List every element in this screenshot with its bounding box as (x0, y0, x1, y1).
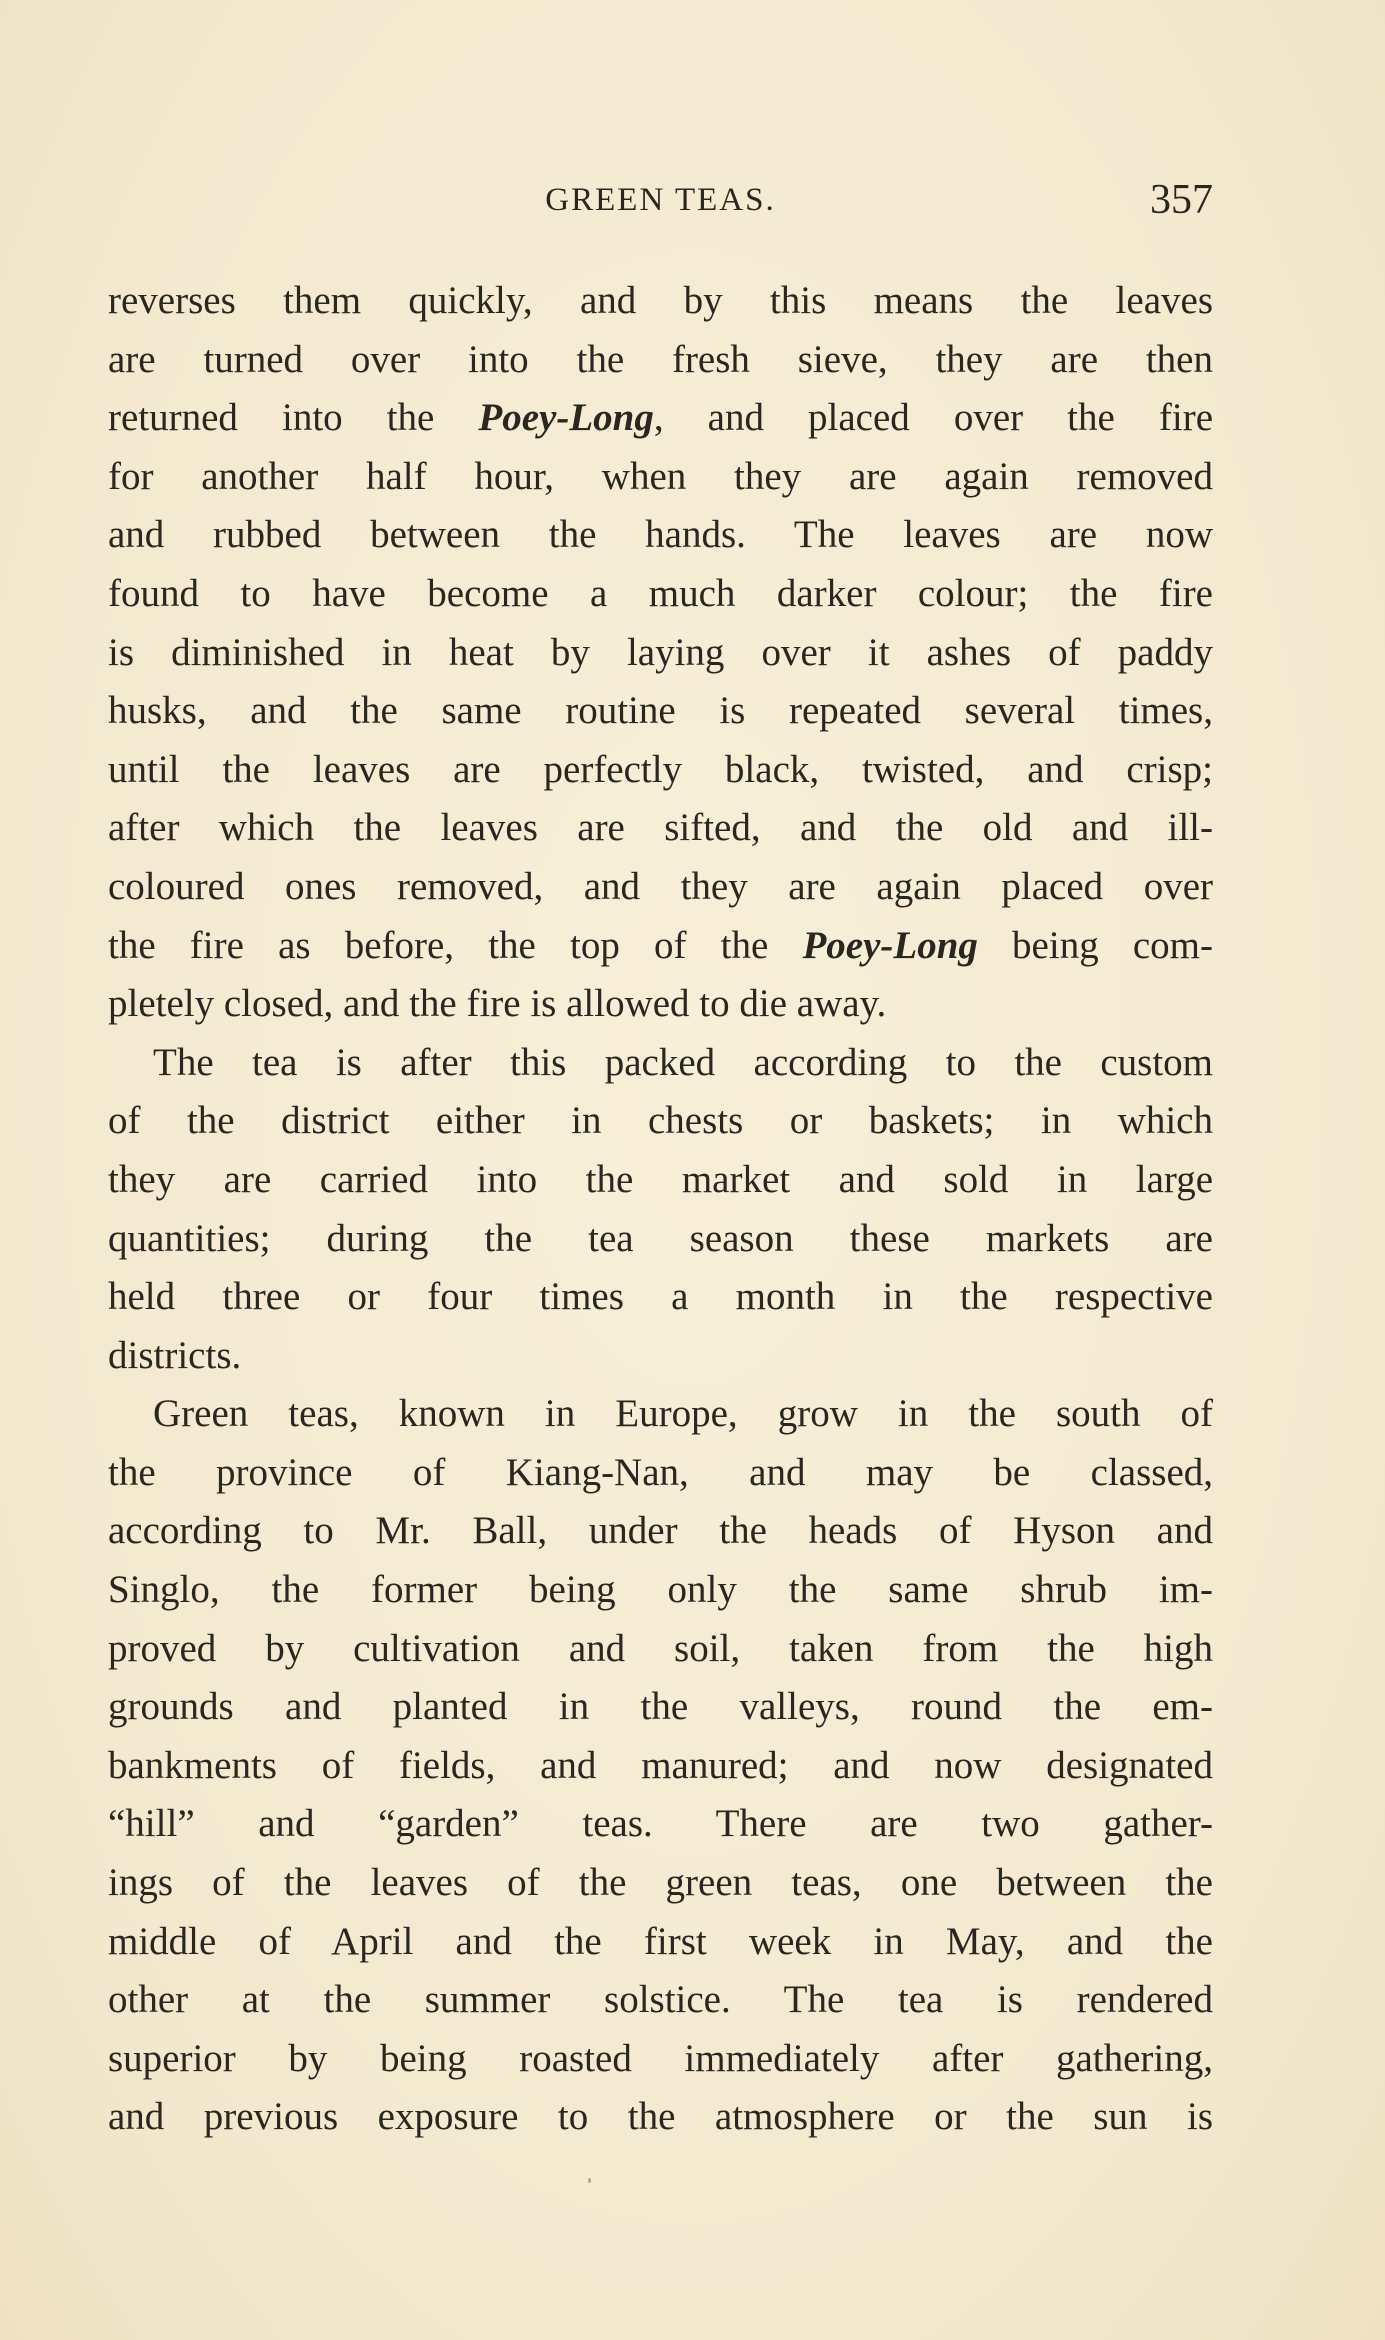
running-head (108, 178, 1213, 228)
text-segment: bankments of fields, and manured; and now designated (108, 1743, 1213, 1787)
text-line (108, 1561, 1213, 1620)
text-line (108, 1444, 1213, 1503)
text-segment: The tea is after this packed according to the custom (153, 1040, 1213, 1084)
text-segment: grounds and planted in the valleys, round the em- (108, 1685, 1213, 1729)
text-line (108, 565, 1213, 624)
text-line (108, 2088, 1213, 2147)
text-segment: after which the leaves are sifted, and the old and ill- (108, 806, 1213, 850)
text-segment: middle of April and the first week in May, and the (108, 1919, 1213, 1963)
text-line (108, 331, 1213, 390)
text-segment: other at the summer solstice. The tea is rendered (108, 1978, 1213, 2022)
text-line (108, 2030, 1213, 2089)
text-line (108, 1620, 1213, 1679)
text-line (108, 1678, 1213, 1737)
text-line (108, 1913, 1213, 1972)
text-line (108, 1795, 1213, 1854)
text-line (108, 1034, 1213, 1093)
text-segment: being com- (977, 923, 1213, 967)
text-segment: and rubbed between the hands. The leaves are now (108, 513, 1213, 557)
text-segment: Singlo, the former being only the same shrub im- (108, 1568, 1213, 1612)
text-line (108, 975, 1213, 1034)
text-segment: according to Mr. Ball, under the heads of Hyson and (108, 1509, 1213, 1553)
text-line (108, 1737, 1213, 1796)
text-line (108, 1327, 1213, 1386)
text-segment: for another half hour, when they are again removed (108, 454, 1213, 498)
text-segment: until the leaves are perfectly black, twisted, and crisp; (108, 747, 1213, 791)
text-segment: districts. (108, 1333, 242, 1377)
body-text (108, 272, 1213, 2147)
italic-term: Poey-Long (802, 923, 978, 967)
text-segment: and previous exposure to the atmosphere or the sun is (108, 2095, 1213, 2139)
text-segment: Green teas, known in Europe, grow in the south of (153, 1392, 1213, 1436)
text-line (108, 858, 1213, 917)
text-line (108, 917, 1213, 976)
text-segment: reverses them quickly, and by this means the leaves (108, 279, 1213, 322)
text-line (108, 1854, 1213, 1913)
italic-term: Poey-Long (478, 396, 654, 440)
text-segment: the province of Kiang-Nan, and may be classed, (108, 1450, 1213, 1494)
running-title: GREEN TEAS. (545, 182, 776, 218)
text-line (108, 1210, 1213, 1269)
text-line (108, 624, 1213, 683)
text-segment: pletely closed, and the fire is allowed to die away. (108, 982, 887, 1026)
text-segment: the fire as before, the top of the (108, 923, 803, 967)
text-segment: husks, and the same routine is repeated several times, (108, 689, 1213, 733)
paper-speck (588, 2178, 591, 2183)
text-line (108, 1092, 1213, 1151)
text-line (108, 389, 1213, 448)
text-segment: they are carried into the market and sold in large (108, 1157, 1213, 1201)
text-segment: “hill” and “garden” teas. There are two gather- (108, 1802, 1213, 1846)
text-line (108, 1268, 1213, 1327)
text-segment: superior by being roasted immediately after gathering, (108, 2036, 1213, 2080)
page-number: 357 (1150, 177, 1213, 223)
text-line (108, 272, 1213, 331)
text-line (108, 1971, 1213, 2030)
text-segment: returned into the (108, 396, 479, 440)
text-segment: is diminished in heat by laying over it ashes of paddy (108, 630, 1213, 674)
text-segment: of the district either in chests or baskets; in which (108, 1099, 1213, 1143)
text-segment: found to have become a much darker colour; the fire (108, 571, 1213, 615)
text-segment: are turned over into the fresh sieve, they are then (108, 337, 1213, 381)
text-line (108, 448, 1213, 507)
text-segment: held three or four times a month in the respective (108, 1275, 1213, 1319)
text-line (108, 741, 1213, 800)
text-line (108, 1151, 1213, 1210)
text-line (108, 506, 1213, 565)
text-segment: proved by cultivation and soil, taken from the high (108, 1626, 1213, 1670)
text-segment: ings of the leaves of the green teas, one between the (108, 1861, 1213, 1905)
text-segment: quantities; during the tea season these markets are (108, 1216, 1213, 1260)
text-line (108, 1385, 1213, 1444)
text-line (108, 682, 1213, 741)
text-segment: coloured ones removed, and they are again placed over (108, 864, 1213, 908)
text-segment: , and placed over the fire (653, 396, 1214, 440)
text-line (108, 799, 1213, 858)
text-line (108, 1502, 1213, 1561)
